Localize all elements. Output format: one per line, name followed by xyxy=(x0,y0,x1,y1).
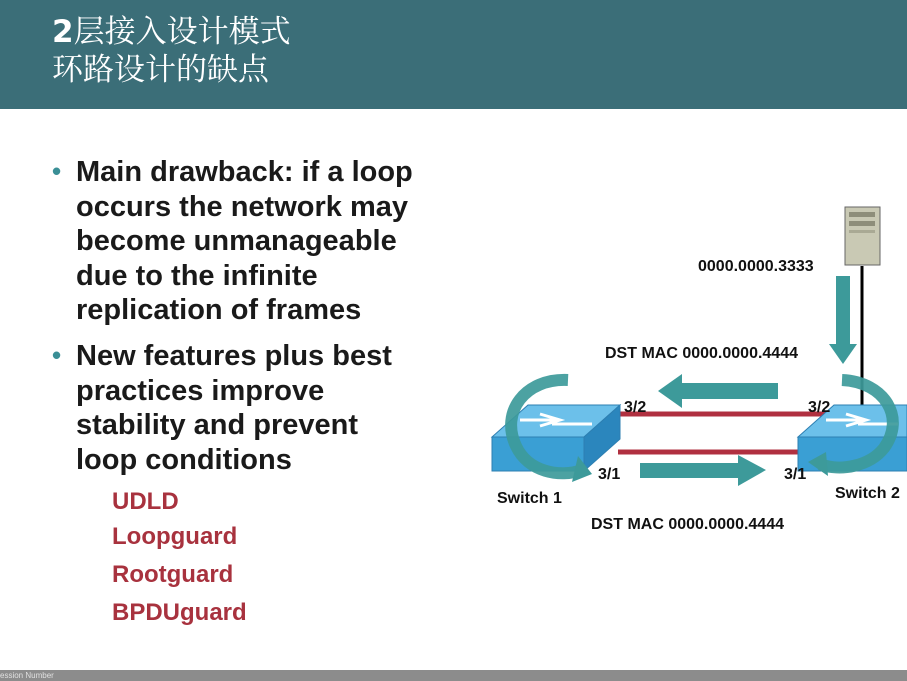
port-label-s1-bottom: 3/1 xyxy=(598,466,621,483)
arrow-down-icon xyxy=(829,276,857,364)
bullet-1-line: replication of frames xyxy=(76,294,362,326)
port-label-s1-top: 3/2 xyxy=(624,399,647,416)
switch-2-label: Switch 2 xyxy=(835,485,900,502)
slide-title-text: 层接入设计模式 xyxy=(73,14,291,50)
sub-item-rootguard: Rootguard xyxy=(112,561,234,588)
port-label-s2-top: 3/2 xyxy=(808,399,831,416)
bullet-dot: • xyxy=(52,156,62,186)
bullet-1-line: occurs the network may xyxy=(76,190,408,223)
dst-mac-bottom-label: DST MAC 0000.0000.4444 xyxy=(591,516,784,533)
server-mac-label: 0000.0000.3333 xyxy=(698,258,814,275)
bullet-1-line: Main drawback: if a loop xyxy=(76,156,413,188)
switch-1-label: Switch 1 xyxy=(497,490,562,507)
bullet-2-line: loop conditions xyxy=(76,443,292,476)
bullet-dot: • xyxy=(52,340,62,370)
sub-item-bpduguard: BPDUguard xyxy=(112,599,247,626)
footer-text: ession Number xyxy=(0,671,54,680)
dst-mac-top-label: DST MAC 0000.0000.4444 xyxy=(605,345,798,362)
port-label-s2-bottom: 3/1 xyxy=(784,466,807,483)
sub-item-udld: UDLD xyxy=(112,488,179,515)
sub-item-loopguard: Loopguard xyxy=(112,523,238,550)
bullet-1-line: due to the infinite xyxy=(76,259,318,292)
arrow-right-icon xyxy=(640,455,766,486)
arrow-left-icon xyxy=(658,374,778,408)
bullet-2-line: practices improve xyxy=(76,374,325,407)
bullet-2-line: New features plus best xyxy=(76,340,392,372)
footer-bar xyxy=(0,670,907,681)
bullet-1-line: become unmanageable xyxy=(76,225,397,257)
bullet-2-line: stability and prevent xyxy=(76,409,359,441)
server-icon xyxy=(845,207,880,265)
slide-subtitle: 环路设计的缺点 xyxy=(52,52,269,88)
slide-title-number: 2 xyxy=(52,14,74,50)
